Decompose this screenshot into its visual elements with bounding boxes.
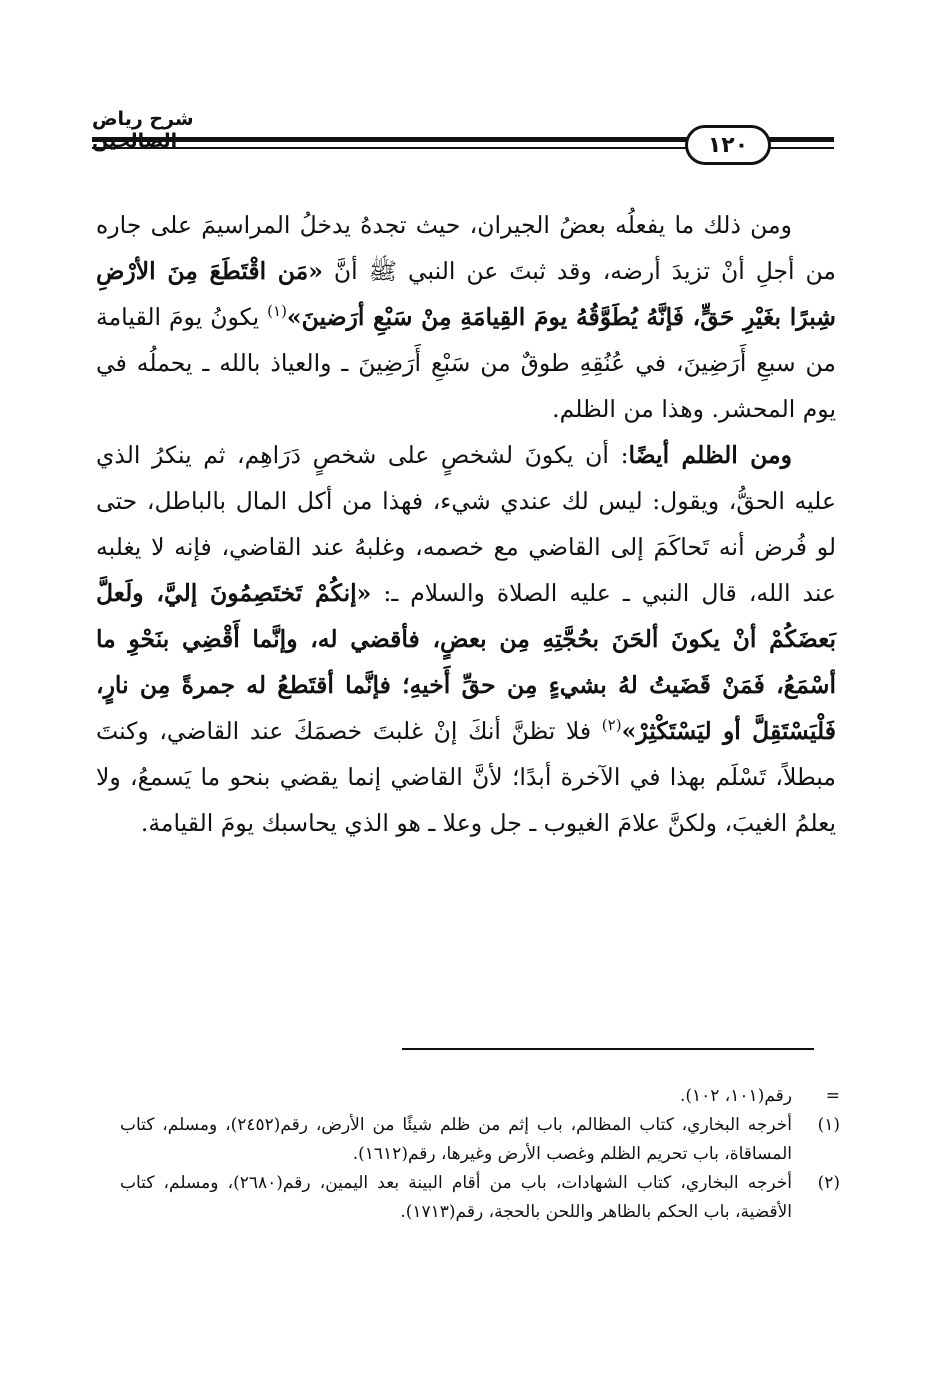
paragraph-2-lead: ومن الظلم أيضًا: [628, 441, 792, 469]
page-number-badge: [685, 125, 771, 165]
paragraph-1-lead: ومن ذلك ما يفعلُه بعضُ الجيران، حيث تجدهُ يدخلُ المراسيمَ على جاره من أجلِ أنْ تزيدَ أرضه، وقد ثبتَ عن النبي ﷺ أنَّ: [96, 211, 836, 285]
footnote-continuation-text: رقم(١٠١، ١٠٢).: [679, 1086, 792, 1106]
paragraph-1-tail: يكونُ يومَ القيامة من سبعِ أَرَضِينَ، في عُنُقِهِ طوقٌ من سَبْعِ أَرَضِينَ ـ والعياذ بالله ـ يحملُه في يوم المحشر. وهذا من الظلم.: [96, 303, 836, 423]
footnote-continuation-mark: =: [825, 1086, 840, 1106]
hadith-quote-1: «مَن اقْتَطَعَ مِنَ الأرْضِ شِبرًا بغَيْرِ حَقٍّ، فَإنَّهُ يُطَوَّقُهُ يومَ القِيامَةِ مِنْ سَبْعِ أرَضينَ»: [96, 257, 836, 331]
footnote-1-text: أخرجه البخاري، كتاب المظالم، باب إثم من ظلم شيئًا من الأرض، رقم(٢٤٥٢)، ومسلم، كتاب المساقاة، باب تحريم الظلم وغصب الأرض وغيرها، رقم(١٦١٢).: [120, 1115, 792, 1164]
paragraph-2-tail: فلا تظنَّ أنكَ إنْ غلبتَ خصمَكَ عند القاضي، وكنتَ مبطلاً، تَسْلَم بهذا في الآخرة أبدًا؛ لأنَّ القاضي إنما يقضي بنحو ما يَسمعُ، ولا يعلمُ الغيبَ، ولكنَّ علامَ الغيوب ـ جل وعلا ـ هو الذي يحاسبك يومَ القيامة.: [96, 717, 836, 837]
footnote-ref-2[interactable]: (٢): [601, 716, 622, 735]
paragraph-2-text: : أن يكونَ لشخصٍ على شخصٍ دَرَاهِم، ثم ينكرُ الذي عليه الحقُّ، ويقول: ليس لك عندي شيء، فهذا من أكل المال بالباطل، حتى لو فُرض أنه تَحاكَمَ إلى القاضي مع خصمه، وغلبهُ عند القاضي، فإنه لا يغلبه عند الله، قال النبي ـ عليه الصلاة والسلام ـ:: [96, 441, 836, 607]
paragraph-1: [96, 202, 836, 432]
paragraph-2: [96, 432, 836, 846]
footnote-2-mark: (٢): [817, 1173, 840, 1193]
footnote-separator: [402, 1048, 814, 1050]
footnote-2-text: أخرجه البخاري، كتاب الشهادات، باب من أقام البينة بعد اليمين، رقم(٢٦٨٠)، ومسلم، كتاب الأقضية، باب الحكم بالظاهر واللحن بالحجة، رقم(١٧١٣).: [120, 1173, 792, 1222]
footnote-1-mark: (١): [817, 1115, 840, 1135]
footnote-ref-1[interactable]: (١): [267, 302, 287, 321]
hadith-quote-2: «إنكُمْ تَختَصِمُونَ إليَّ، ولَعلَّ بَعضَكُمْ أنْ يكونَ ألحَنَ بحُجَّتِهِ مِن بعضٍ، فأقضي له، وإنَّما أَقْضِي بنَحْوِ ما أسْمَعُ، فَمَنْ قَضَيتُ لهُ بشيءٍ مِن حقِّ أَخيهِ؛ فإنَّما أقتَطعُ له جمرةً مِن نارٍ، فَلْيَسْتَقِلَّ أو ليَسْتَكْثِرْ»: [96, 579, 836, 745]
main-text: [96, 202, 836, 846]
footnotes: [120, 1082, 840, 1227]
running-header-title: شرح رياض: [92, 108, 194, 130]
footnote-continuation: [120, 1082, 840, 1111]
footnote-1: [120, 1111, 840, 1169]
footnote-2: [120, 1169, 840, 1227]
page-number: ١٢٠: [707, 132, 749, 158]
